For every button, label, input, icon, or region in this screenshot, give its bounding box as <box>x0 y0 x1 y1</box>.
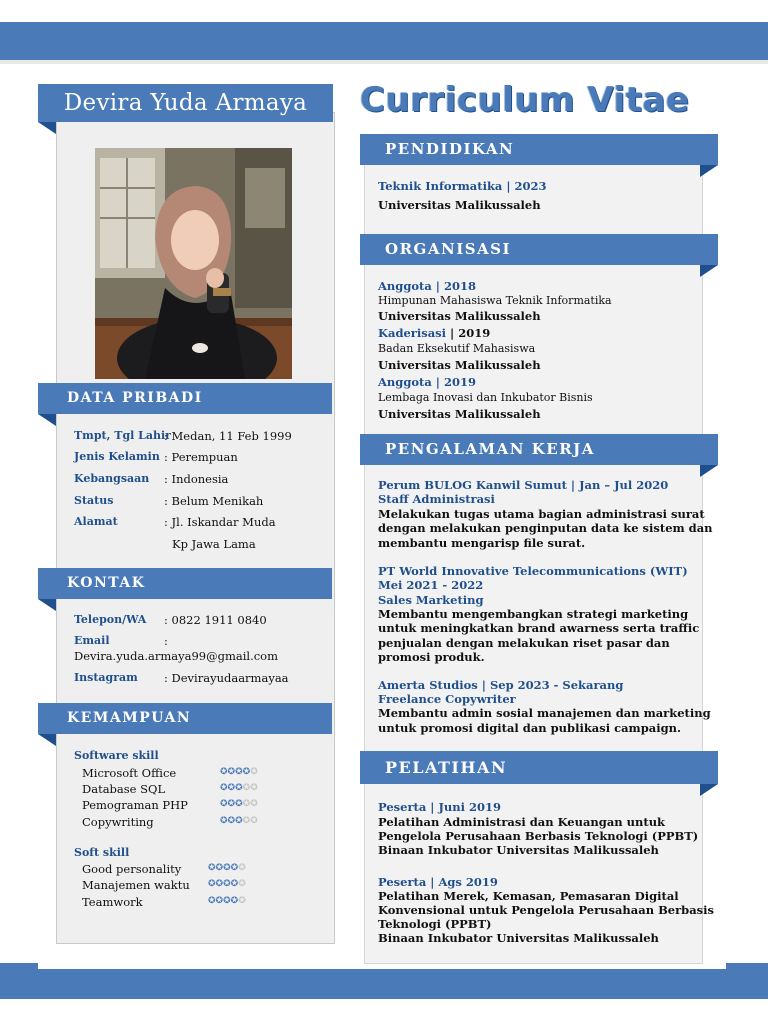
rating-filled-icon: ✪ <box>208 896 216 906</box>
section-heading-kemampuan: KEMAMPUAN <box>38 703 332 734</box>
org-name: Himpunan Mahasiswa Teknik Informatika <box>378 294 612 307</box>
label-instagram: Instagram <box>74 671 138 684</box>
rating-filled-icon: ✪ <box>223 879 231 889</box>
training-role: Peserta | Ags 2019 <box>378 875 498 889</box>
label-phone: Telepon/WA <box>74 613 147 626</box>
section-fold <box>38 599 56 611</box>
job-company: Amerta Studios | Sep 2023 - Sekarang <box>378 678 624 692</box>
label-birth: Tmpt, Tgl Lahir <box>74 429 171 442</box>
training-role: Peserta | Juni 2019 <box>378 800 502 814</box>
section-fold <box>700 784 718 796</box>
rating-empty-icon: ✪ <box>242 799 251 809</box>
rating-filled-icon: ✪ <box>235 816 243 826</box>
rating-empty-icon: ✪ <box>242 783 251 793</box>
label-status: Status <box>74 494 114 507</box>
rating-empty-icon: ✪ <box>238 896 246 906</box>
training-line: Pengelola Perusahaan Berbasis Teknologi (PPBT) <box>378 829 699 843</box>
section-heading-data-pribadi: DATA PRIBADI <box>38 383 332 414</box>
skill-name: Manajemen waktu <box>82 878 190 892</box>
value-status: : Belum Menikah <box>164 494 264 508</box>
rating-filled-icon: ✪ <box>230 863 239 873</box>
skill-rating <box>208 863 246 873</box>
training-line: Pelatihan Merek, Kemasan, Pemasaran Digital <box>378 889 679 903</box>
rating-filled-icon: ✪ <box>242 767 251 777</box>
job-position: Freelance Copywriter <box>378 692 516 706</box>
training-line: Konvensional untuk Pengelola Perusahaan Berbasis <box>378 903 714 917</box>
label-gender: Jenis Kelamin <box>74 450 160 463</box>
value-email[interactable]: Devira.yuda.armaya99@gmail.com <box>74 649 278 663</box>
job-desc-line: Membantu admin sosial manajemen dan marketing <box>378 706 711 720</box>
section-fold <box>700 265 718 277</box>
label-address: Alamat <box>74 515 118 528</box>
skill-rating <box>208 879 246 889</box>
skill-name: Good personality <box>82 862 182 876</box>
value-birth: : Medan, 11 Feb 1999 <box>164 429 292 443</box>
rating-filled-icon: ✪ <box>220 783 228 793</box>
skill-rating <box>220 799 258 809</box>
job-company: PT World Innovative Telecommunications (WIT) <box>378 564 688 578</box>
job-desc-line: untuk meningkatkan brand awarness serta traffic <box>378 621 700 635</box>
rating-filled-icon: ✪ <box>235 799 243 809</box>
value-gender: : Perempuan <box>164 450 238 464</box>
rating-filled-icon: ✪ <box>208 879 216 889</box>
org-institution: Universitas Malikussaleh <box>378 358 541 372</box>
skill-name: Teamwork <box>82 895 143 909</box>
org-role-year: | 2019 <box>446 326 491 340</box>
profile-photo <box>95 148 292 379</box>
section-heading-pelatihan: PELATIHAN <box>360 751 718 784</box>
training-line: Pelatihan Administrasi dan Keuangan untuk <box>378 815 666 829</box>
skill-name: Copywriting <box>82 815 154 829</box>
top-band <box>0 22 768 60</box>
rating-filled-icon: ✪ <box>223 896 231 906</box>
page-title: Curriculum Vitae <box>360 80 690 120</box>
skill-rating <box>220 816 258 826</box>
rating-filled-icon: ✪ <box>235 767 243 777</box>
skill-rating <box>220 783 258 793</box>
rating-filled-icon: ✪ <box>230 896 239 906</box>
job-desc-line: membantu mengarisp file surat. <box>378 536 586 550</box>
skill-name: Microsoft Office <box>82 766 177 780</box>
training-line: Binaan Inkubator Universitas Malikussaleh <box>378 931 659 945</box>
rating-filled-icon: ✪ <box>220 767 228 777</box>
rating-filled-icon: ✪ <box>208 863 216 873</box>
profile-photo-illustration <box>95 148 292 379</box>
soft-skill-title: Soft skill <box>74 846 130 859</box>
rating-filled-icon: ✪ <box>227 799 236 809</box>
rating-filled-icon: ✪ <box>227 783 236 793</box>
job-period: Mei 2021 - 2022 <box>378 578 484 592</box>
job-desc-line: Melakukan tugas utama bagian administrasi surat <box>378 507 705 521</box>
job-desc-line: penjualan dengan melakukan riset pasar dan <box>378 636 670 650</box>
section-fold <box>700 465 718 477</box>
skill-name: Pemograman PHP <box>82 798 188 812</box>
skill-rating <box>208 896 246 906</box>
org-role: Anggota | 2019 <box>378 375 476 389</box>
rating-filled-icon: ✪ <box>227 816 236 826</box>
org-institution: Universitas Malikussaleh <box>378 309 541 323</box>
org-name: Lembaga Inovasi dan Inkubator Bisnis <box>378 391 593 404</box>
rating-empty-icon: ✪ <box>250 816 258 826</box>
value-instagram: : Devirayudaarmayaa <box>164 671 289 685</box>
section-fold <box>38 414 56 426</box>
value-address: : Jl. Iskandar Muda <box>164 515 276 529</box>
section-heading-pengalaman: PENGALAMAN KERJA <box>360 434 718 465</box>
value-email-colon: : <box>164 634 168 648</box>
value-phone: : 0822 1911 0840 <box>164 613 267 627</box>
rating-filled-icon: ✪ <box>230 879 239 889</box>
job-desc-line: untuk promosi digital dan publikasi campaign. <box>378 721 681 735</box>
skill-name: Database SQL <box>82 782 166 796</box>
rating-filled-icon: ✪ <box>227 767 236 777</box>
rating-empty-icon: ✪ <box>250 799 258 809</box>
job-desc-line: promosi produk. <box>378 650 485 664</box>
training-line: Teknologi (PPBT) <box>378 917 492 931</box>
value-nationality: : Indonesia <box>164 472 229 486</box>
job-desc-line: Membantu mengembangkan strategi marketing <box>378 607 689 621</box>
training-line: Binaan Inkubator Universitas Malikussaleh <box>378 843 659 857</box>
name-banner: Devira Yuda Armaya <box>38 84 333 122</box>
rating-filled-icon: ✪ <box>220 799 228 809</box>
top-band-shadow <box>0 60 768 64</box>
org-institution: Universitas Malikussaleh <box>378 407 541 421</box>
section-fold <box>700 165 718 177</box>
rating-empty-icon: ✪ <box>238 879 246 889</box>
section-fold <box>38 734 56 746</box>
education-institution: Universitas Malikussaleh <box>378 198 541 212</box>
skill-rating <box>220 767 258 777</box>
job-position: Sales Marketing <box>378 593 484 607</box>
rating-filled-icon: ✪ <box>220 816 228 826</box>
label-nationality: Kebangsaan <box>74 472 150 485</box>
section-heading-pendidikan: PENDIDIKAN <box>360 134 718 165</box>
rating-filled-icon: ✪ <box>223 863 231 873</box>
rating-filled-icon: ✪ <box>235 783 243 793</box>
rating-empty-icon: ✪ <box>250 783 258 793</box>
rating-filled-icon: ✪ <box>215 896 224 906</box>
job-position: Staff Administrasi <box>378 492 495 506</box>
org-role: Anggota | 2018 <box>378 279 476 293</box>
rating-filled-icon: ✪ <box>215 879 224 889</box>
value-address-line2: Kp Jawa Lama <box>172 537 256 551</box>
section-heading-organisasi: ORGANISASI <box>360 234 718 265</box>
education-major: Teknik Informatika | 2023 <box>378 179 547 193</box>
section-heading-kontak: KONTAK <box>38 568 332 599</box>
org-role <box>378 326 490 341</box>
org-name: Badan Eksekutif Mahasiswa <box>378 342 536 355</box>
name-banner-fold <box>38 122 56 134</box>
label-email: Email <box>74 634 110 647</box>
software-skill-title: Software skill <box>74 749 159 762</box>
rating-filled-icon: ✪ <box>215 863 224 873</box>
rating-empty-icon: ✪ <box>238 863 246 873</box>
rating-empty-icon: ✪ <box>250 767 258 777</box>
rating-empty-icon: ✪ <box>242 816 251 826</box>
job-company: Perum BULOG Kanwil Sumut | Jan – Jul 2020 <box>378 478 669 492</box>
org-role-title: Kaderisasi <box>378 326 447 340</box>
job-desc-line: dengan melakukan penginputan data ke sistem dan <box>378 521 713 535</box>
